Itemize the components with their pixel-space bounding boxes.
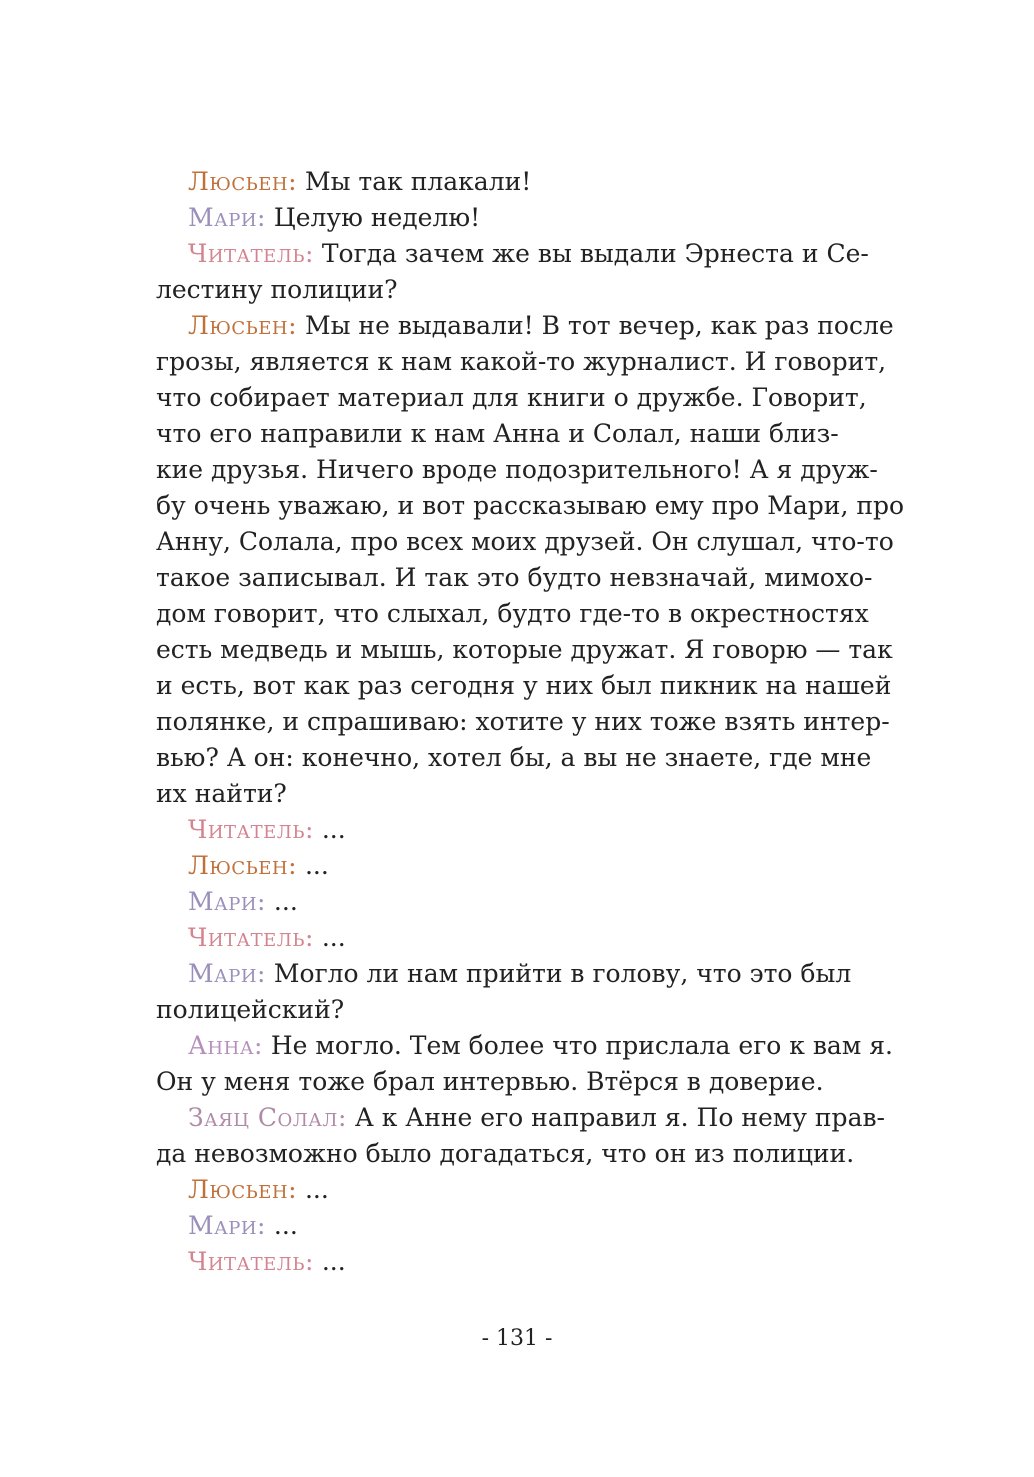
text-line [156, 1100, 885, 1136]
line-text: такое записывал. И так это будто невзначай, мимохо- [156, 563, 873, 592]
line-text: вью? А он: конечно, хотел бы, а вы не знаете, где мне [156, 743, 872, 772]
text-line [156, 1208, 838, 1244]
text-line [156, 740, 872, 776]
text-line [156, 1064, 838, 1100]
text-line [156, 596, 869, 632]
speaker-name: Люсьен: [188, 1175, 298, 1204]
speaker-name: Читатель: [188, 1247, 314, 1276]
text-line [156, 452, 878, 488]
text-line [156, 956, 852, 992]
speaker-name: Анна: [188, 1031, 263, 1060]
text-line [156, 308, 894, 344]
line-text: ... [321, 923, 346, 952]
line-text: есть медведь и мышь, которые дружат. Я говорю — так [156, 635, 893, 664]
speaker-name: Читатель: [188, 239, 314, 268]
text-line [156, 920, 838, 956]
text-line [156, 560, 873, 596]
speaker-name: Мари: [188, 887, 266, 916]
text-line [156, 272, 838, 308]
line-text: полянке, и спрашиваю: хотите у них тоже взять интер- [156, 707, 890, 736]
line-text: ... [273, 887, 298, 916]
speaker-name: Читатель: [188, 815, 314, 844]
speaker-name: Мари: [188, 1211, 266, 1240]
speaker-name: Люсьен: [188, 851, 298, 880]
text-line [156, 776, 838, 812]
line-text: Могло ли нам прийти в голову, что это был [273, 959, 852, 988]
line-text: ... [321, 1247, 346, 1276]
text-line [156, 992, 838, 1028]
line-text: ... [304, 1175, 329, 1204]
speaker-name: Мари: [188, 959, 266, 988]
line-text: дом говорит, что слыхал, будто где-то в окрестностях [156, 599, 869, 628]
line-text: да невозможно было догадаться, что он из полиции. [156, 1139, 855, 1168]
line-text: бу очень уважаю, и вот рассказываю ему про Мари, про [156, 491, 905, 520]
text-line [156, 344, 887, 380]
line-text: Анну, Солала, про всех моих друзей. Он слушал, что-то [156, 527, 894, 556]
text-line [156, 1028, 893, 1064]
speaker-name: Люсьен: [188, 311, 298, 340]
text-line [156, 668, 892, 704]
text-line [156, 1172, 838, 1208]
line-text: грозы, является к нам какой-то журналист. И говорит, [156, 347, 887, 376]
text-line [156, 1244, 838, 1280]
line-text: лестину полиции? [156, 275, 398, 304]
text-line [156, 1136, 855, 1172]
line-text: Целую неделю! [273, 203, 481, 232]
text-line [156, 632, 893, 668]
line-text: ... [273, 1211, 298, 1240]
speaker-name: Люсьен: [188, 167, 298, 196]
text-line [156, 488, 905, 524]
text-line [156, 848, 838, 884]
text-line [156, 200, 838, 236]
line-text: и есть, вот как раз сегодня у них был пикник на нашей [156, 671, 892, 700]
line-text: полицейский? [156, 995, 345, 1024]
text-line [156, 236, 869, 272]
page-number: - 131 - [481, 1326, 553, 1351]
text-line [156, 704, 890, 740]
line-text: Мы так плакали! [304, 167, 532, 196]
line-text: что его направили к нам Анна и Солал, наши близ- [156, 419, 839, 448]
text-line [156, 416, 838, 452]
speaker-name: Читатель: [188, 923, 314, 952]
line-text: что собирает материал для книги о дружбе. Говорит, [156, 383, 867, 412]
line-text: Не могло. Тем более что прислала его к вам я. [270, 1031, 893, 1060]
line-text: ... [304, 851, 329, 880]
line-text: Мы не выдавали! В тот вечер, как раз после [304, 311, 894, 340]
line-text: Тогда зачем же вы выдали Эрнеста и Се- [321, 239, 869, 268]
line-text: кие друзья. Ничего вроде подозрительного! А я друж- [156, 455, 878, 484]
line-text: А к Анне его направил я. По нему прав- [354, 1103, 885, 1132]
text-line [156, 524, 894, 560]
line-text: их найти? [156, 779, 287, 808]
speaker-name: Заяц Солал: [188, 1103, 347, 1132]
text-line [156, 380, 867, 416]
line-text: ... [321, 815, 346, 844]
text-line [156, 812, 838, 848]
line-text: Он у меня тоже брал интервью. Втёрся в доверие. [156, 1067, 824, 1096]
speaker-name: Мари: [188, 203, 266, 232]
text-line [156, 884, 838, 920]
text-line [156, 164, 838, 200]
dialogue-text [156, 164, 905, 1280]
